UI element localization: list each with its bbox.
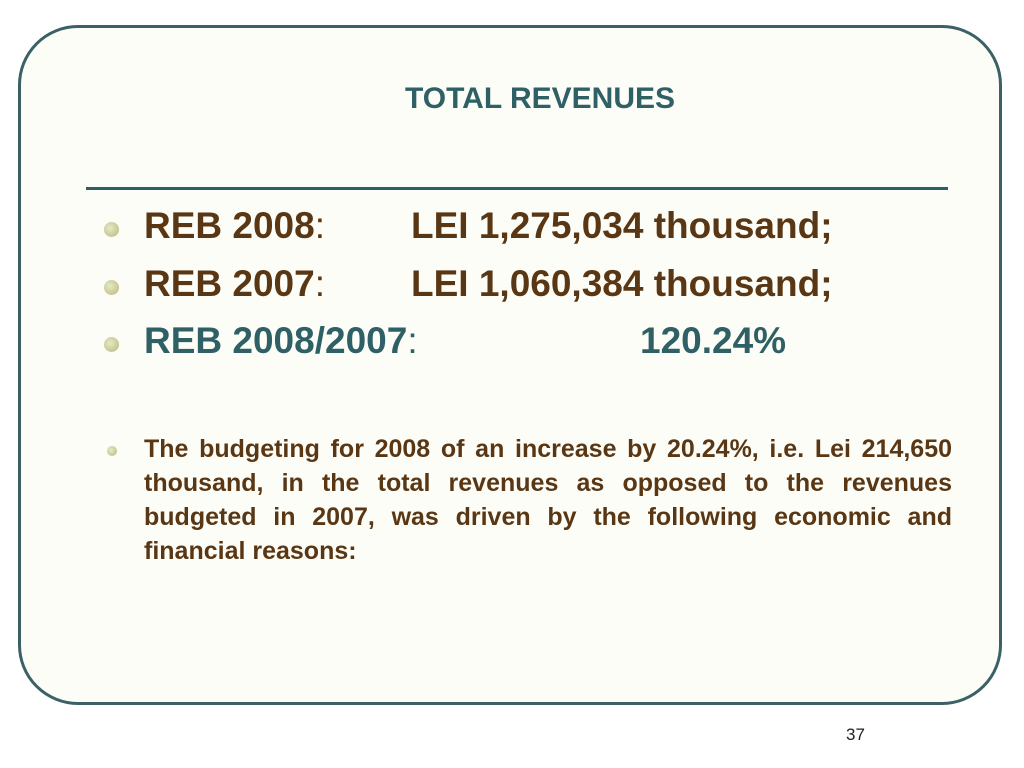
bullet-icon [107, 446, 117, 456]
bullet-label-reb-2008 [144, 205, 325, 247]
bullet-label-reb-ratio [144, 320, 418, 362]
slide-title: TOTAL REVENUES [404, 82, 676, 115]
bullet-value-reb-2007: LEI 1,060,384 thousand; [411, 263, 833, 304]
page-number: 37 [846, 725, 865, 744]
explanation-paragraph: The budgeting for 2008 of an increase by 20.24%, i.e. Lei 214,650 thousand, in the total revenues as opposed to the revenues budgeted in 2007, was driven by the following economic and financial reasons: [144, 435, 952, 565]
bullet-label-reb-2007 [144, 263, 325, 305]
bullet-colon: : [314, 263, 325, 304]
bullet-label-text: REB 2008 [144, 205, 315, 246]
title-divider [86, 187, 948, 190]
bullet-value-reb-2008: LEI 1,275,034 thousand; [411, 205, 833, 246]
bullet-label-text: REB 2008/2007 [144, 320, 408, 361]
bullet-icon [104, 337, 119, 352]
slide-frame [18, 25, 1002, 705]
bullet-value-reb-ratio: 120.24% [640, 320, 787, 361]
bullet-colon: : [314, 205, 325, 246]
bullet-colon: : [407, 320, 418, 361]
bullet-icon [104, 222, 119, 237]
bullet-icon [104, 280, 119, 295]
bullet-label-text: REB 2007 [144, 263, 315, 304]
